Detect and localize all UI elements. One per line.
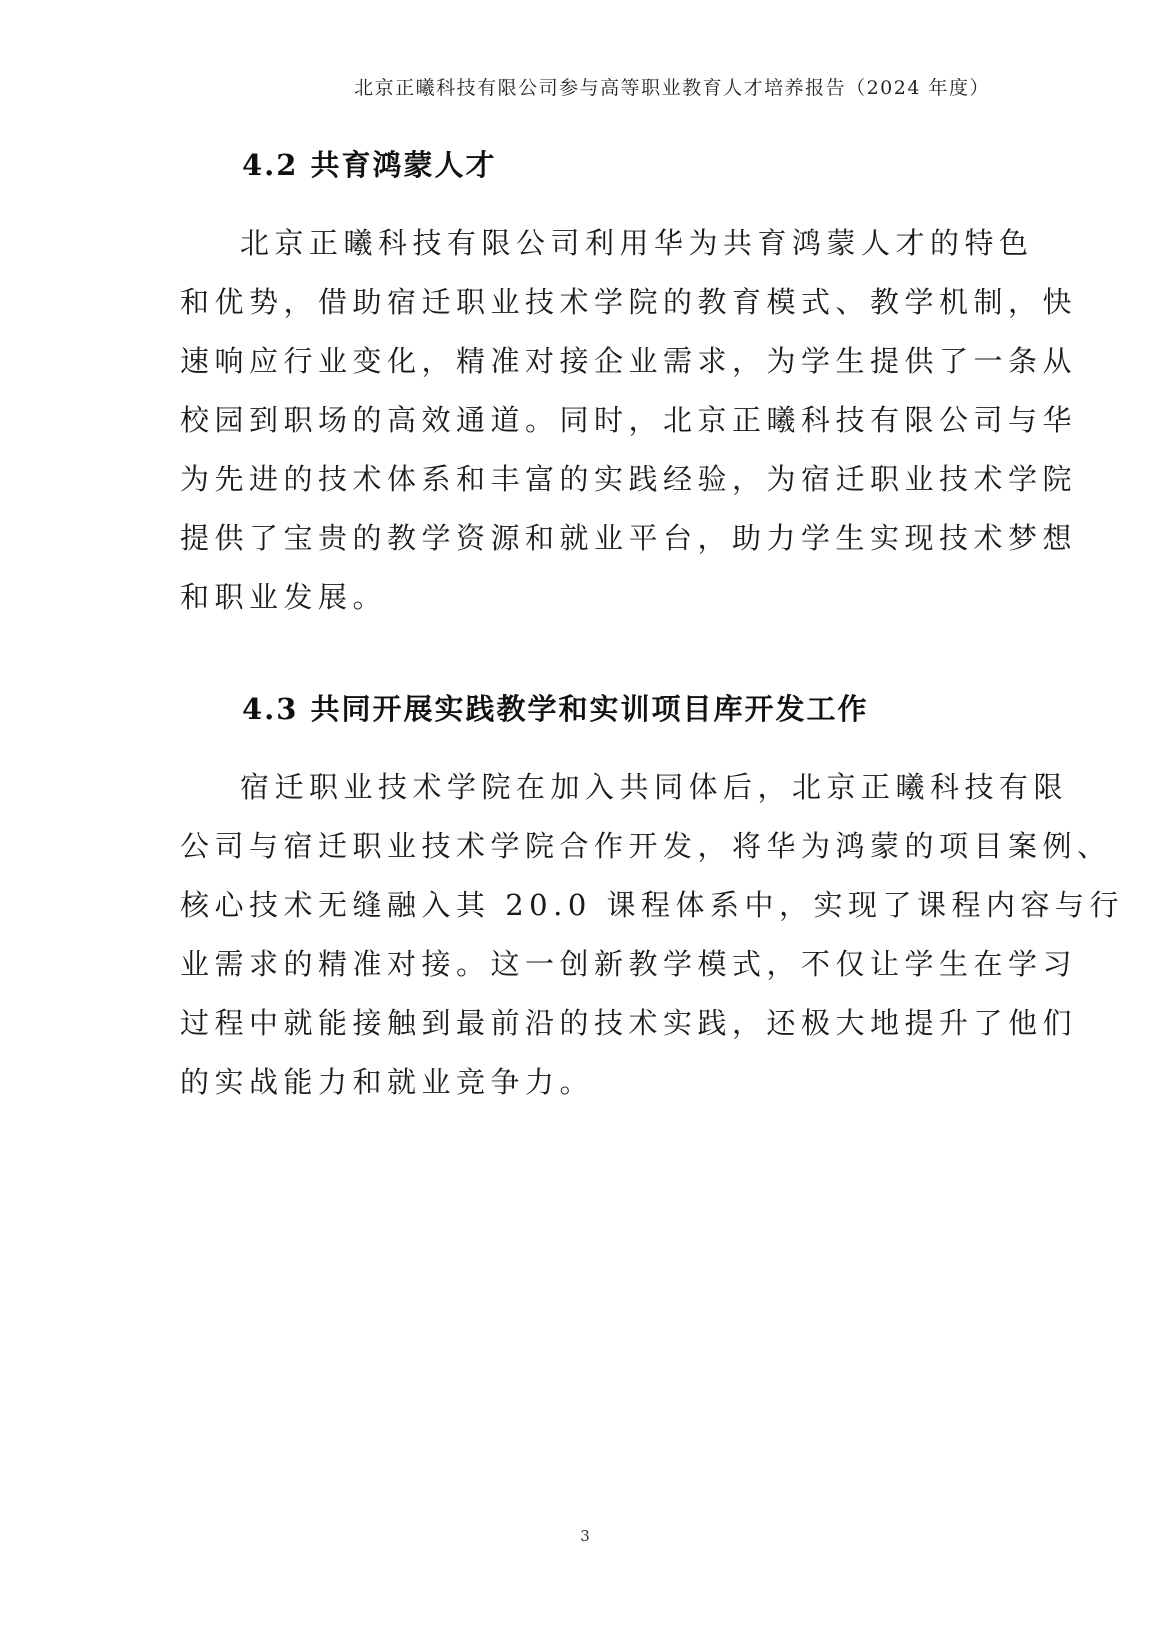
paragraph-line: 宿迁职业技术学院在加入共同体后，北京正曦科技有限 — [240, 770, 1069, 804]
paragraph-line: 过程中就能接触到最前沿的技术实践，还极大地提升了他们 — [180, 1006, 1078, 1040]
paragraph-line: 北京正曦科技有限公司利用华为共育鸿蒙人才的特色 — [240, 226, 1034, 260]
header-divider — [175, 107, 990, 108]
paragraph-line: 公司与宿迁职业技术学院合作开发，将华为鸿蒙的项目案例、 — [180, 829, 1112, 863]
paragraph-line: 校园到职场的高效通道。同时，北京正曦科技有限公司与华 — [180, 403, 1078, 437]
paragraph-line: 速响应行业变化，精准对接企业需求，为学生提供了一条从 — [180, 344, 1078, 378]
paragraph-line: 业需求的精准对接。这一创新教学模式，不仅让学生在学习 — [180, 947, 1078, 981]
section-heading-4-3: 4.3 共同开展实践教学和实训项目库开发工作 — [242, 692, 869, 726]
paragraph-line: 提供了宝贵的教学资源和就业平台，助力学生实现技术梦想 — [180, 521, 1078, 555]
section-heading-4-2: 4.2 共育鸿蒙人才 — [242, 148, 497, 182]
paragraph-line: 和职业发展。 — [180, 580, 388, 614]
running-header: 北京正曦科技有限公司参与高等职业教育人才培养报告（2024 年度） — [354, 77, 990, 99]
paragraph-line: 为先进的技术体系和丰富的实践经验，为宿迁职业技术学院 — [180, 462, 1078, 496]
paragraph-line: 和优势，借助宿迁职业技术学院的教育模式、教学机制，快 — [180, 285, 1078, 319]
paragraph-line: 核心技术无缝融入其 20.0 课程体系中，实现了课程内容与行 — [180, 888, 1125, 922]
paragraph-line: 的实战能力和就业竞争力。 — [180, 1065, 595, 1099]
page-number: 3 — [580, 1527, 590, 1545]
